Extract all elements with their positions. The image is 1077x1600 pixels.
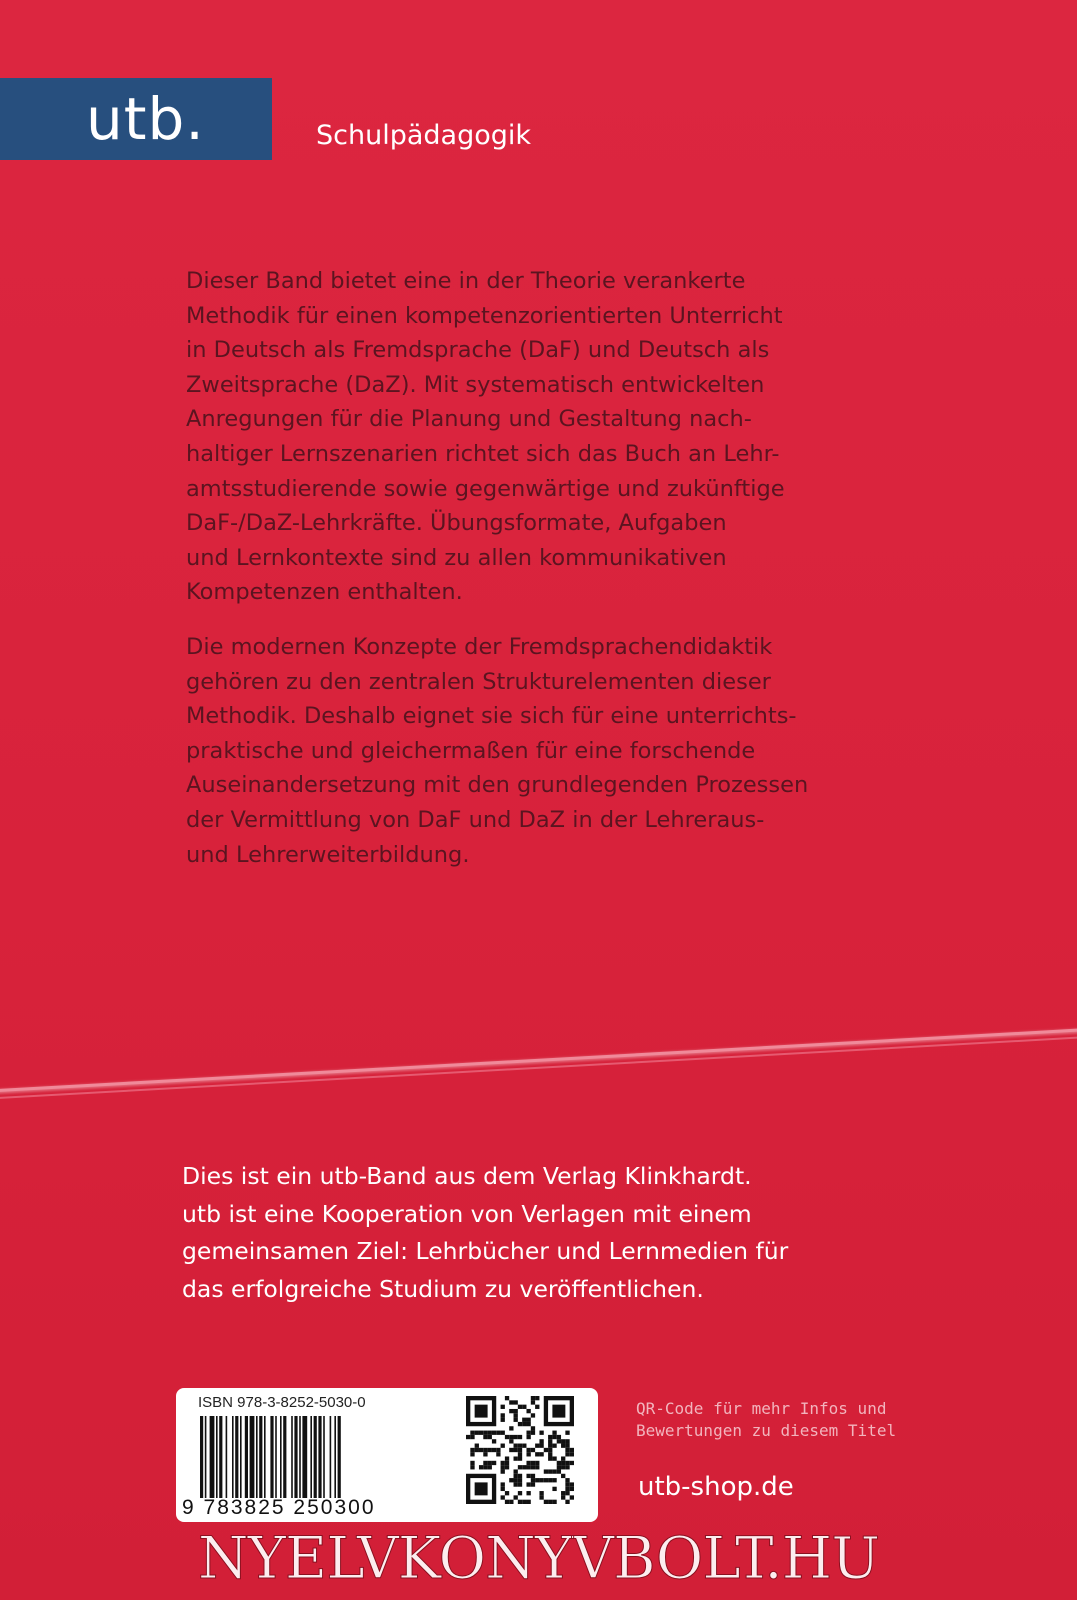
blurb-paragraph-2: Die modernen Konzepte der Fremdsprachendidaktik gehören zu den zentralen Strukturelementen dieser Methodik. Deshalb eignet sie sich für eine unterrichts- praktische und gleichermaßen für eine forschende Auseinandersetzung mit den grundlegenden Prozessen der Vermittlung von DaF und DaZ in der Lehreraus- und Lehrerweiterbildung. [186,633,809,868]
publisher-note: Dies ist ein utb-Band aus dem Verlag Klinkhardt. utb ist eine Kooperation von Verlagen mit einem gemeinsamen Ziel: Lehrbücher und Lernmedien für das erfolgreiche Studium zu veröffentlichen. [182,1162,789,1303]
qr-caption: QR-Code für mehr Infos und Bewertungen zu diesem Titel [636,1399,897,1440]
qr-code-icon[interactable] [466,1396,574,1504]
watermark: NYELVKONYVBOLT.HU [197,1524,880,1592]
shop-link[interactable]: utb-shop.de [638,1472,794,1502]
barcode-icon [200,1416,440,1498]
isbn-text: ISBN 978-3-8252-5030-0 [198,1394,366,1411]
utb-logo: utb. [86,85,205,153]
series-label: Schulpädagogik [316,120,532,151]
blurb-text [186,264,986,892]
barcode-digits: 9 783825 250300 [182,1496,376,1519]
decorative-stripe-shadow [0,1034,1077,1100]
decorative-stripe [0,1026,1077,1093]
blurb-paragraph-1: Dieser Band bietet eine in der Theorie verankerte Methodik für einen kompetenzorientierten Unterricht in Deutsch als Fremdsprache (DaF) und Deutsch als Zweitsprache (DaZ). Mit systematisch entwickelten Anregungen für die Planung und Gestaltung nach- haltiger Lernszenarien richtet sich das Buch an Lehr- amtsstudierende sowie gegenwärtige und zukünftige DaF-/DaZ-Lehrkräfte. Übungsformate, Aufgaben und Lernkontexte sind zu allen kommunikativen Kompetenzen enthalten. [186,268,785,606]
